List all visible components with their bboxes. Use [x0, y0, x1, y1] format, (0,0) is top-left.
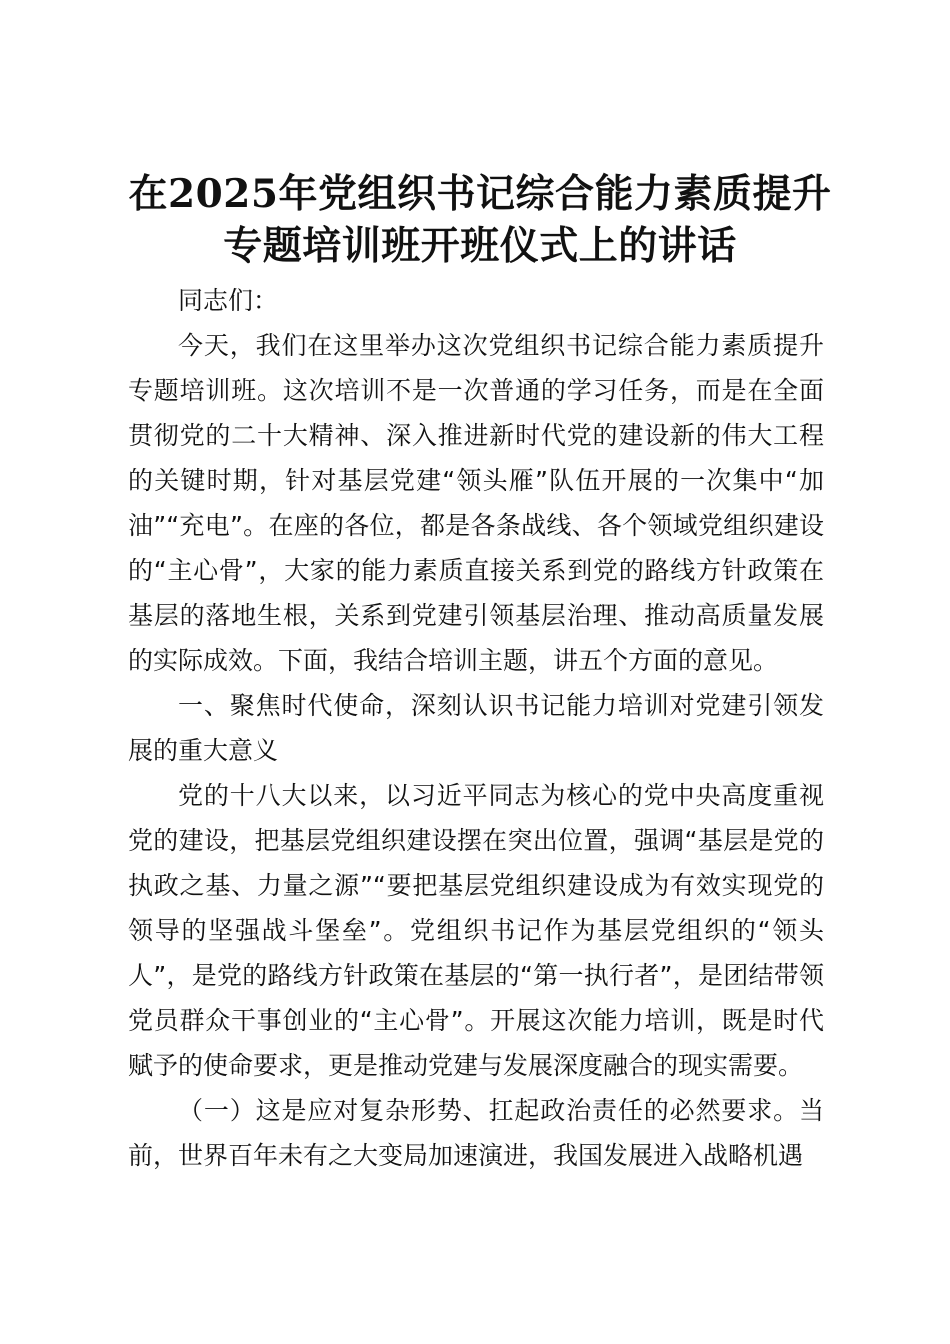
document-title: 在2025年党组织书记综合能力素质提升专题培训班开班仪式上的讲话 [128, 171, 832, 269]
paragraph-subsection-1: （一）这是应对复杂形势、扛起政治责任的必然要求。当前，世界百年未有之大变局加速演进，我国发展进入战略机遇 [128, 1096, 824, 1170]
document-body [128, 278, 824, 1178]
section-heading-1: 一、聚焦时代使命，深刻认识书记能力培训对党建引领发展的重大意义 [128, 691, 824, 765]
paragraph-intro: 今天，我们在这里举办这次党组织书记综合能力素质提升专题培训班。这次培训不是一次普通的学习任务，而是在全面贯彻党的二十大精神、深入推进新时代党的建设新的伟大工程的关键时期，针对基层党建“领头雁”队伍开展的一次集中“加油”“充电”。在座的各位，都是各条战线、各个领域党组织建设的“主心骨”，大家的能力素质直接关系到党的路线方针政策在基层的落地生根，关系到党建引领基层治理、推动高质量发展的实际成效。下面，我结合培训主题，讲五个方面的意见。 [128, 331, 824, 675]
paragraph-section-1: 党的十八大以来，以习近平同志为核心的党中央高度重视党的建设，把基层党组织建设摆在突出位置，强调“基层是党的执政之基、力量之源”“要把基层党组织建设成为有效实现党的领导的坚强战斗堡垒”。党组织书记作为基层党组织的“领头人”，是党的路线方针政策在基层的“第一执行者”，是团结带领党员群众干事创业的“主心骨”。开展这次能力培训，既是时代赋予的使命要求，更是推动党建与发展深度融合的现实需要。 [128, 781, 824, 1080]
salutation: 同志们： [178, 286, 279, 315]
